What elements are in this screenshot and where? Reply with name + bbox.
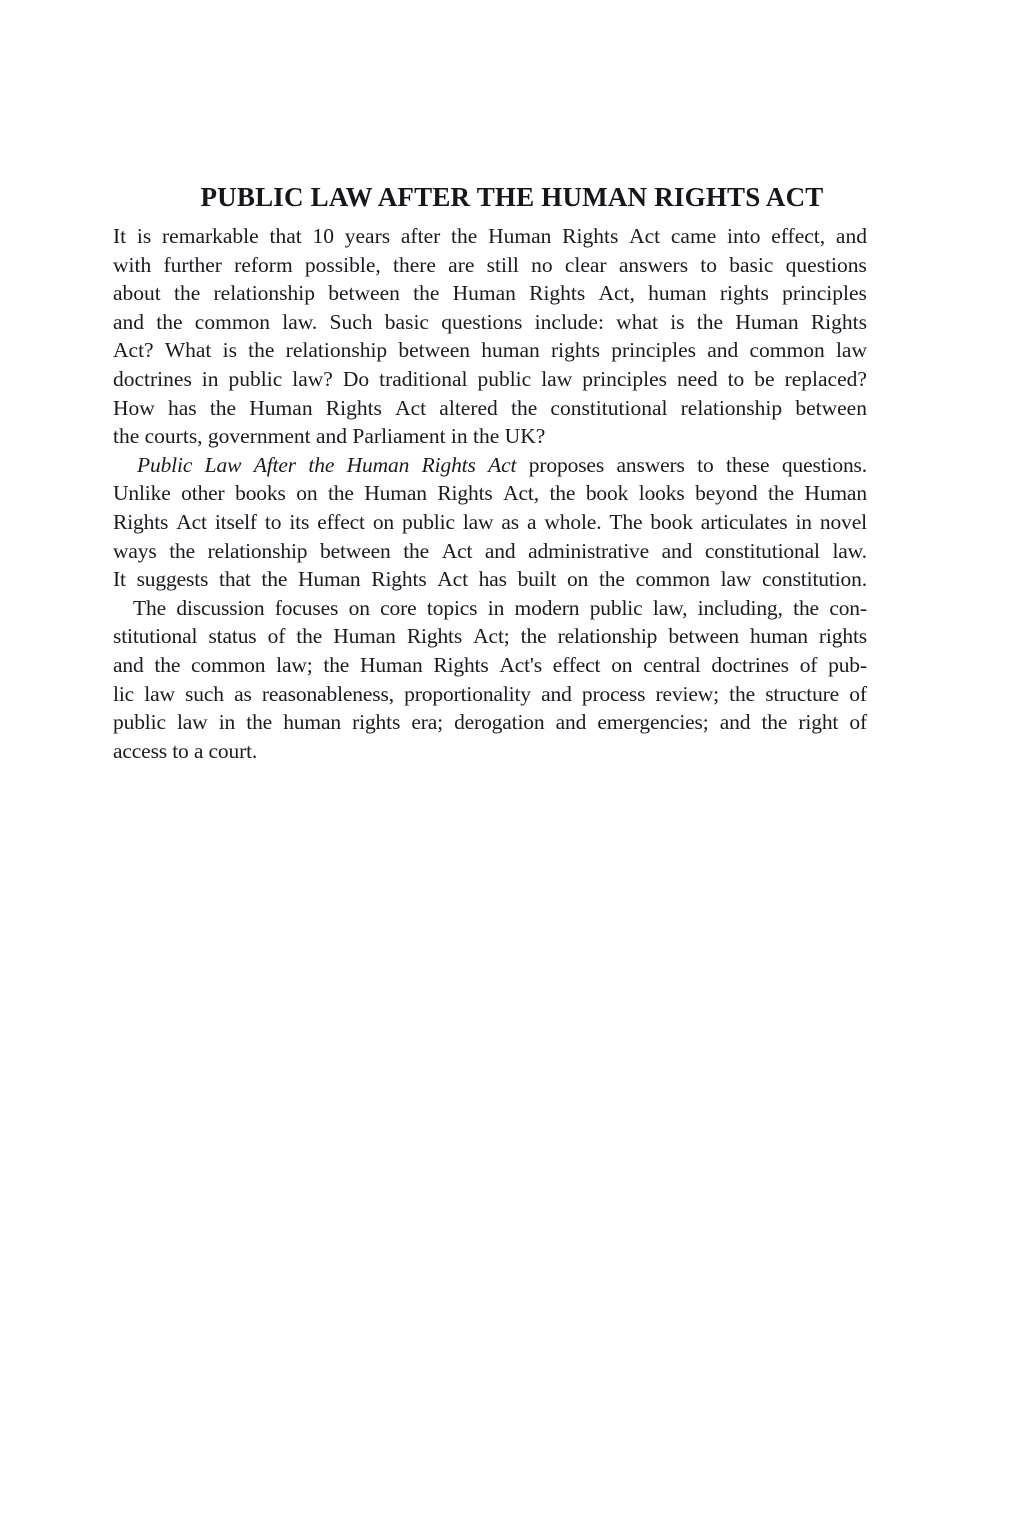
text-word: principles	[782, 281, 867, 306]
text-word: Rights	[810, 309, 867, 334]
text-line	[113, 537, 867, 566]
text-word: that	[269, 224, 302, 248]
text-word: no	[531, 252, 553, 277]
text-word: and	[113, 652, 144, 677]
text-word: proportionality	[404, 681, 531, 706]
text-word: came	[670, 224, 717, 248]
text-word: relationship	[207, 538, 308, 563]
text-word: common	[191, 652, 266, 677]
text-word: the	[327, 481, 354, 506]
text-word: rights	[818, 624, 867, 649]
text-line	[113, 651, 867, 680]
text-word: questions	[441, 309, 523, 334]
text-word: relationship	[213, 281, 316, 306]
text-word: administrative	[528, 538, 650, 563]
text-word: the	[451, 224, 478, 248]
text-word: book	[650, 509, 693, 534]
text-word: Human	[333, 624, 396, 649]
paragraph-1	[113, 222, 867, 451]
text-word: the	[209, 395, 237, 420]
text-word: still	[486, 252, 519, 277]
text-line	[113, 222, 867, 251]
text-word: Act	[441, 538, 473, 563]
text-word: human	[750, 624, 808, 649]
text-line: access to a court.	[113, 738, 258, 763]
text-word: Human	[346, 452, 410, 477]
text-word: What	[164, 338, 212, 363]
text-word: answers	[618, 252, 689, 277]
text-word: as	[234, 681, 252, 706]
text-word: constitution.	[762, 567, 867, 592]
text-word: Do	[342, 366, 370, 391]
text-word: on	[348, 595, 370, 620]
text-word: further	[163, 252, 222, 277]
text-word: the	[169, 538, 196, 563]
text-word: books	[235, 481, 286, 506]
document-body	[113, 222, 867, 765]
text-word: the	[248, 338, 275, 363]
text-line	[113, 394, 867, 423]
text-word: lic	[113, 681, 135, 706]
text-word: and	[835, 224, 867, 248]
text-word: to	[727, 366, 745, 391]
text-word: right	[798, 710, 839, 735]
text-word: in	[795, 509, 812, 534]
text-word: common	[194, 309, 271, 334]
text-word: including,	[697, 595, 783, 620]
text-word: constitutional	[550, 395, 668, 420]
text-word: 10	[312, 224, 334, 248]
text-word: common	[635, 567, 710, 592]
text-word: the	[413, 281, 440, 306]
text-word: law.	[832, 538, 867, 563]
text-word: of	[849, 710, 867, 735]
text-line	[113, 251, 867, 280]
text-word: Act	[629, 224, 661, 248]
text-word: central	[643, 652, 701, 677]
text-word: law	[541, 366, 573, 391]
text-word: Such	[329, 309, 373, 334]
text-word: law	[144, 681, 175, 706]
text-word: Rights	[529, 281, 586, 306]
text-word: Act,	[598, 281, 635, 306]
text-word: law;	[276, 652, 313, 677]
text-word: Act	[488, 452, 517, 477]
text-word: such	[185, 681, 224, 706]
text-word: era;	[411, 710, 443, 735]
text-word: between	[668, 624, 739, 649]
text-word: as	[501, 509, 520, 534]
text-word: the	[154, 652, 181, 677]
text-word: Human	[364, 481, 427, 506]
text-word: human	[648, 281, 707, 306]
text-word: How	[113, 395, 155, 420]
text-word: novel	[819, 509, 867, 534]
text-word: articulates	[700, 509, 788, 534]
text-word: into	[727, 224, 761, 248]
text-word: the	[261, 567, 288, 592]
text-word: public	[477, 366, 532, 391]
text-word: Act	[437, 567, 468, 592]
text-word: the	[793, 595, 819, 620]
text-line	[113, 508, 867, 537]
text-word: and	[707, 338, 739, 363]
text-word: public	[589, 595, 643, 620]
text-line	[137, 451, 867, 480]
text-word: the	[174, 281, 201, 306]
text-word: Act?	[113, 338, 154, 363]
text-word: effect,	[771, 224, 826, 248]
text-word: law	[462, 509, 494, 534]
text-word: the	[510, 395, 538, 420]
text-word: Unlike	[113, 481, 171, 506]
text-word: the	[296, 624, 323, 649]
text-word: to	[697, 452, 714, 477]
text-word: of	[849, 681, 867, 706]
text-word: on	[611, 652, 633, 677]
text-word: built	[517, 567, 557, 592]
text-word: Act;	[473, 624, 510, 649]
text-word: stitutional	[113, 624, 198, 649]
text-word: topics	[426, 595, 478, 620]
text-word: altered	[439, 395, 498, 420]
text-word: common	[749, 338, 825, 363]
text-word: be	[754, 366, 775, 391]
text-line	[113, 565, 867, 594]
text-word: the	[520, 624, 547, 649]
text-word: the	[403, 538, 430, 563]
text-word: Act's	[499, 652, 542, 677]
text-word: Rights	[562, 224, 619, 248]
text-word: the	[246, 710, 273, 735]
text-word: remarkable	[162, 224, 259, 248]
text-word: is	[670, 309, 685, 334]
text-word: other	[181, 481, 225, 506]
text-word: on	[296, 481, 318, 506]
text-word: after	[400, 224, 441, 248]
text-word: human	[481, 338, 540, 363]
text-word: public	[228, 366, 283, 391]
text-word: and	[719, 710, 751, 735]
text-line	[113, 622, 867, 651]
text-word: law?	[292, 366, 333, 391]
text-word: proposes	[528, 452, 605, 477]
text-word: Human	[452, 281, 516, 306]
text-word: is	[136, 224, 152, 248]
text-word: the	[761, 710, 788, 735]
text-word: in	[201, 366, 219, 391]
text-word: Public	[137, 452, 193, 477]
text-word: its	[289, 509, 310, 534]
text-word: questions.	[781, 452, 867, 477]
text-word: what	[616, 309, 658, 334]
text-word: law.	[282, 309, 318, 334]
text-word: public	[113, 710, 166, 735]
text-line	[113, 336, 867, 365]
text-word: Human	[297, 567, 361, 592]
text-word: focuses	[274, 595, 339, 620]
text-word: The	[133, 595, 166, 620]
text-word: between	[398, 338, 471, 363]
text-word: Rights	[113, 509, 169, 534]
page-title: PUBLIC LAW AFTER THE HUMAN RIGHTS ACT	[200, 182, 824, 213]
text-word: Human	[360, 652, 423, 677]
text-word: Law	[204, 452, 242, 477]
text-word: the	[549, 481, 576, 506]
text-word: and	[113, 309, 145, 334]
text-word: pub-	[828, 652, 867, 677]
paragraph-2	[113, 451, 867, 594]
text-word: about	[113, 281, 161, 306]
text-word: process	[581, 681, 646, 706]
text-word: Rights	[421, 452, 476, 477]
text-word: doctrines	[711, 652, 789, 677]
text-word: principles	[611, 338, 696, 363]
text-word: suggests	[136, 567, 209, 592]
text-word: are	[448, 252, 475, 277]
text-word: and	[661, 538, 693, 563]
text-word: reform	[234, 252, 293, 277]
text-word: doctrines	[113, 366, 192, 391]
text-word: law,	[652, 595, 688, 620]
text-word: structure	[765, 681, 840, 706]
text-word: of	[799, 652, 818, 677]
text-word: to	[700, 252, 718, 277]
text-word: whole.	[544, 509, 602, 534]
text-word: between	[320, 538, 391, 563]
text-line	[113, 279, 867, 308]
text-word: review;	[655, 681, 719, 706]
text-word: Act,	[503, 481, 539, 506]
paragraph-3	[113, 594, 867, 766]
text-word: core	[380, 595, 417, 620]
text-word: Human	[804, 481, 867, 506]
text-word: It	[113, 567, 126, 592]
text-word: Human	[735, 309, 799, 334]
text-line: the courts, government and Parliament in the UK?	[113, 424, 546, 449]
text-word: reasonableness,	[261, 681, 394, 706]
text-word: law	[176, 710, 208, 735]
text-word: effect	[552, 652, 601, 677]
text-word: principles	[582, 366, 668, 391]
text-word: law	[720, 567, 752, 592]
text-word: Act	[395, 395, 427, 420]
text-word: effect	[317, 509, 365, 534]
text-word: Rights	[406, 624, 463, 649]
text-word: ways	[113, 538, 157, 563]
text-word: and	[555, 710, 587, 735]
text-word: the	[696, 309, 724, 334]
text-word: status	[208, 624, 257, 649]
text-word: emergencies;	[597, 710, 709, 735]
text-word: relationship	[557, 624, 658, 649]
text-word: in	[487, 595, 505, 620]
text-word: the	[598, 567, 625, 592]
text-word: the	[156, 309, 183, 334]
text-line	[113, 479, 867, 508]
text-line	[113, 308, 867, 337]
text-word: clear	[564, 252, 607, 277]
text-word: has	[167, 395, 197, 420]
text-word: and	[541, 681, 572, 706]
text-word: Rights	[371, 567, 427, 592]
text-word: between	[328, 281, 400, 306]
text-word: the	[729, 681, 755, 706]
text-word: these	[726, 452, 770, 477]
text-word: relationship	[285, 338, 388, 363]
text-word: on	[372, 509, 395, 534]
text-word: possible,	[304, 252, 381, 277]
text-word: and	[484, 538, 516, 563]
text-word: Act	[176, 509, 207, 534]
text-word: Rights	[437, 481, 493, 506]
text-word: rights	[719, 281, 769, 306]
text-word: basic	[384, 309, 429, 334]
text-word: beyond	[695, 481, 758, 506]
text-word: discussion	[176, 595, 265, 620]
text-word: basic	[729, 252, 774, 277]
text-word: with	[113, 252, 152, 277]
text-word: It	[113, 224, 127, 248]
text-word: relationship	[680, 395, 783, 420]
text-word: Human	[249, 395, 313, 420]
text-word: human	[283, 710, 341, 735]
text-word: is	[222, 338, 237, 363]
text-word: between	[795, 395, 867, 420]
text-word: book	[585, 481, 629, 506]
text-word: looks	[638, 481, 685, 506]
text-line	[113, 365, 867, 394]
text-word: need	[677, 366, 718, 391]
text-line	[113, 708, 867, 737]
text-word: modern	[514, 595, 580, 620]
text-word: include:	[534, 309, 604, 334]
text-word: in	[218, 710, 236, 735]
text-word: Rights	[325, 395, 382, 420]
text-word: rights	[551, 338, 600, 363]
text-word: law	[835, 338, 867, 363]
text-word: rights	[352, 710, 401, 735]
text-word: questions	[785, 252, 867, 277]
text-word: on	[567, 567, 589, 592]
text-word: itself	[214, 509, 257, 534]
text-word: of	[267, 624, 286, 649]
text-word: years	[344, 224, 391, 248]
text-word: After	[253, 452, 296, 477]
text-word: public	[402, 509, 455, 534]
text-word: the	[768, 481, 794, 506]
text-word: replaced?	[784, 366, 867, 391]
text-word: The	[609, 509, 643, 534]
text-word: constitutional	[704, 538, 820, 563]
text-word: the	[323, 652, 350, 677]
text-word: Rights	[433, 652, 489, 677]
text-word: the	[308, 452, 335, 477]
text-word: Human	[488, 224, 552, 248]
text-word: a	[527, 509, 537, 534]
text-word: traditional	[379, 366, 468, 391]
text-word: to	[264, 509, 282, 534]
text-line	[113, 680, 867, 709]
text-word: con-	[829, 595, 867, 620]
text-word: has	[478, 567, 507, 592]
text-line	[133, 594, 867, 623]
text-word: derogation	[454, 710, 545, 735]
text-word: there	[392, 252, 436, 277]
text-word: answers	[616, 452, 685, 477]
text-word: that	[219, 567, 251, 592]
